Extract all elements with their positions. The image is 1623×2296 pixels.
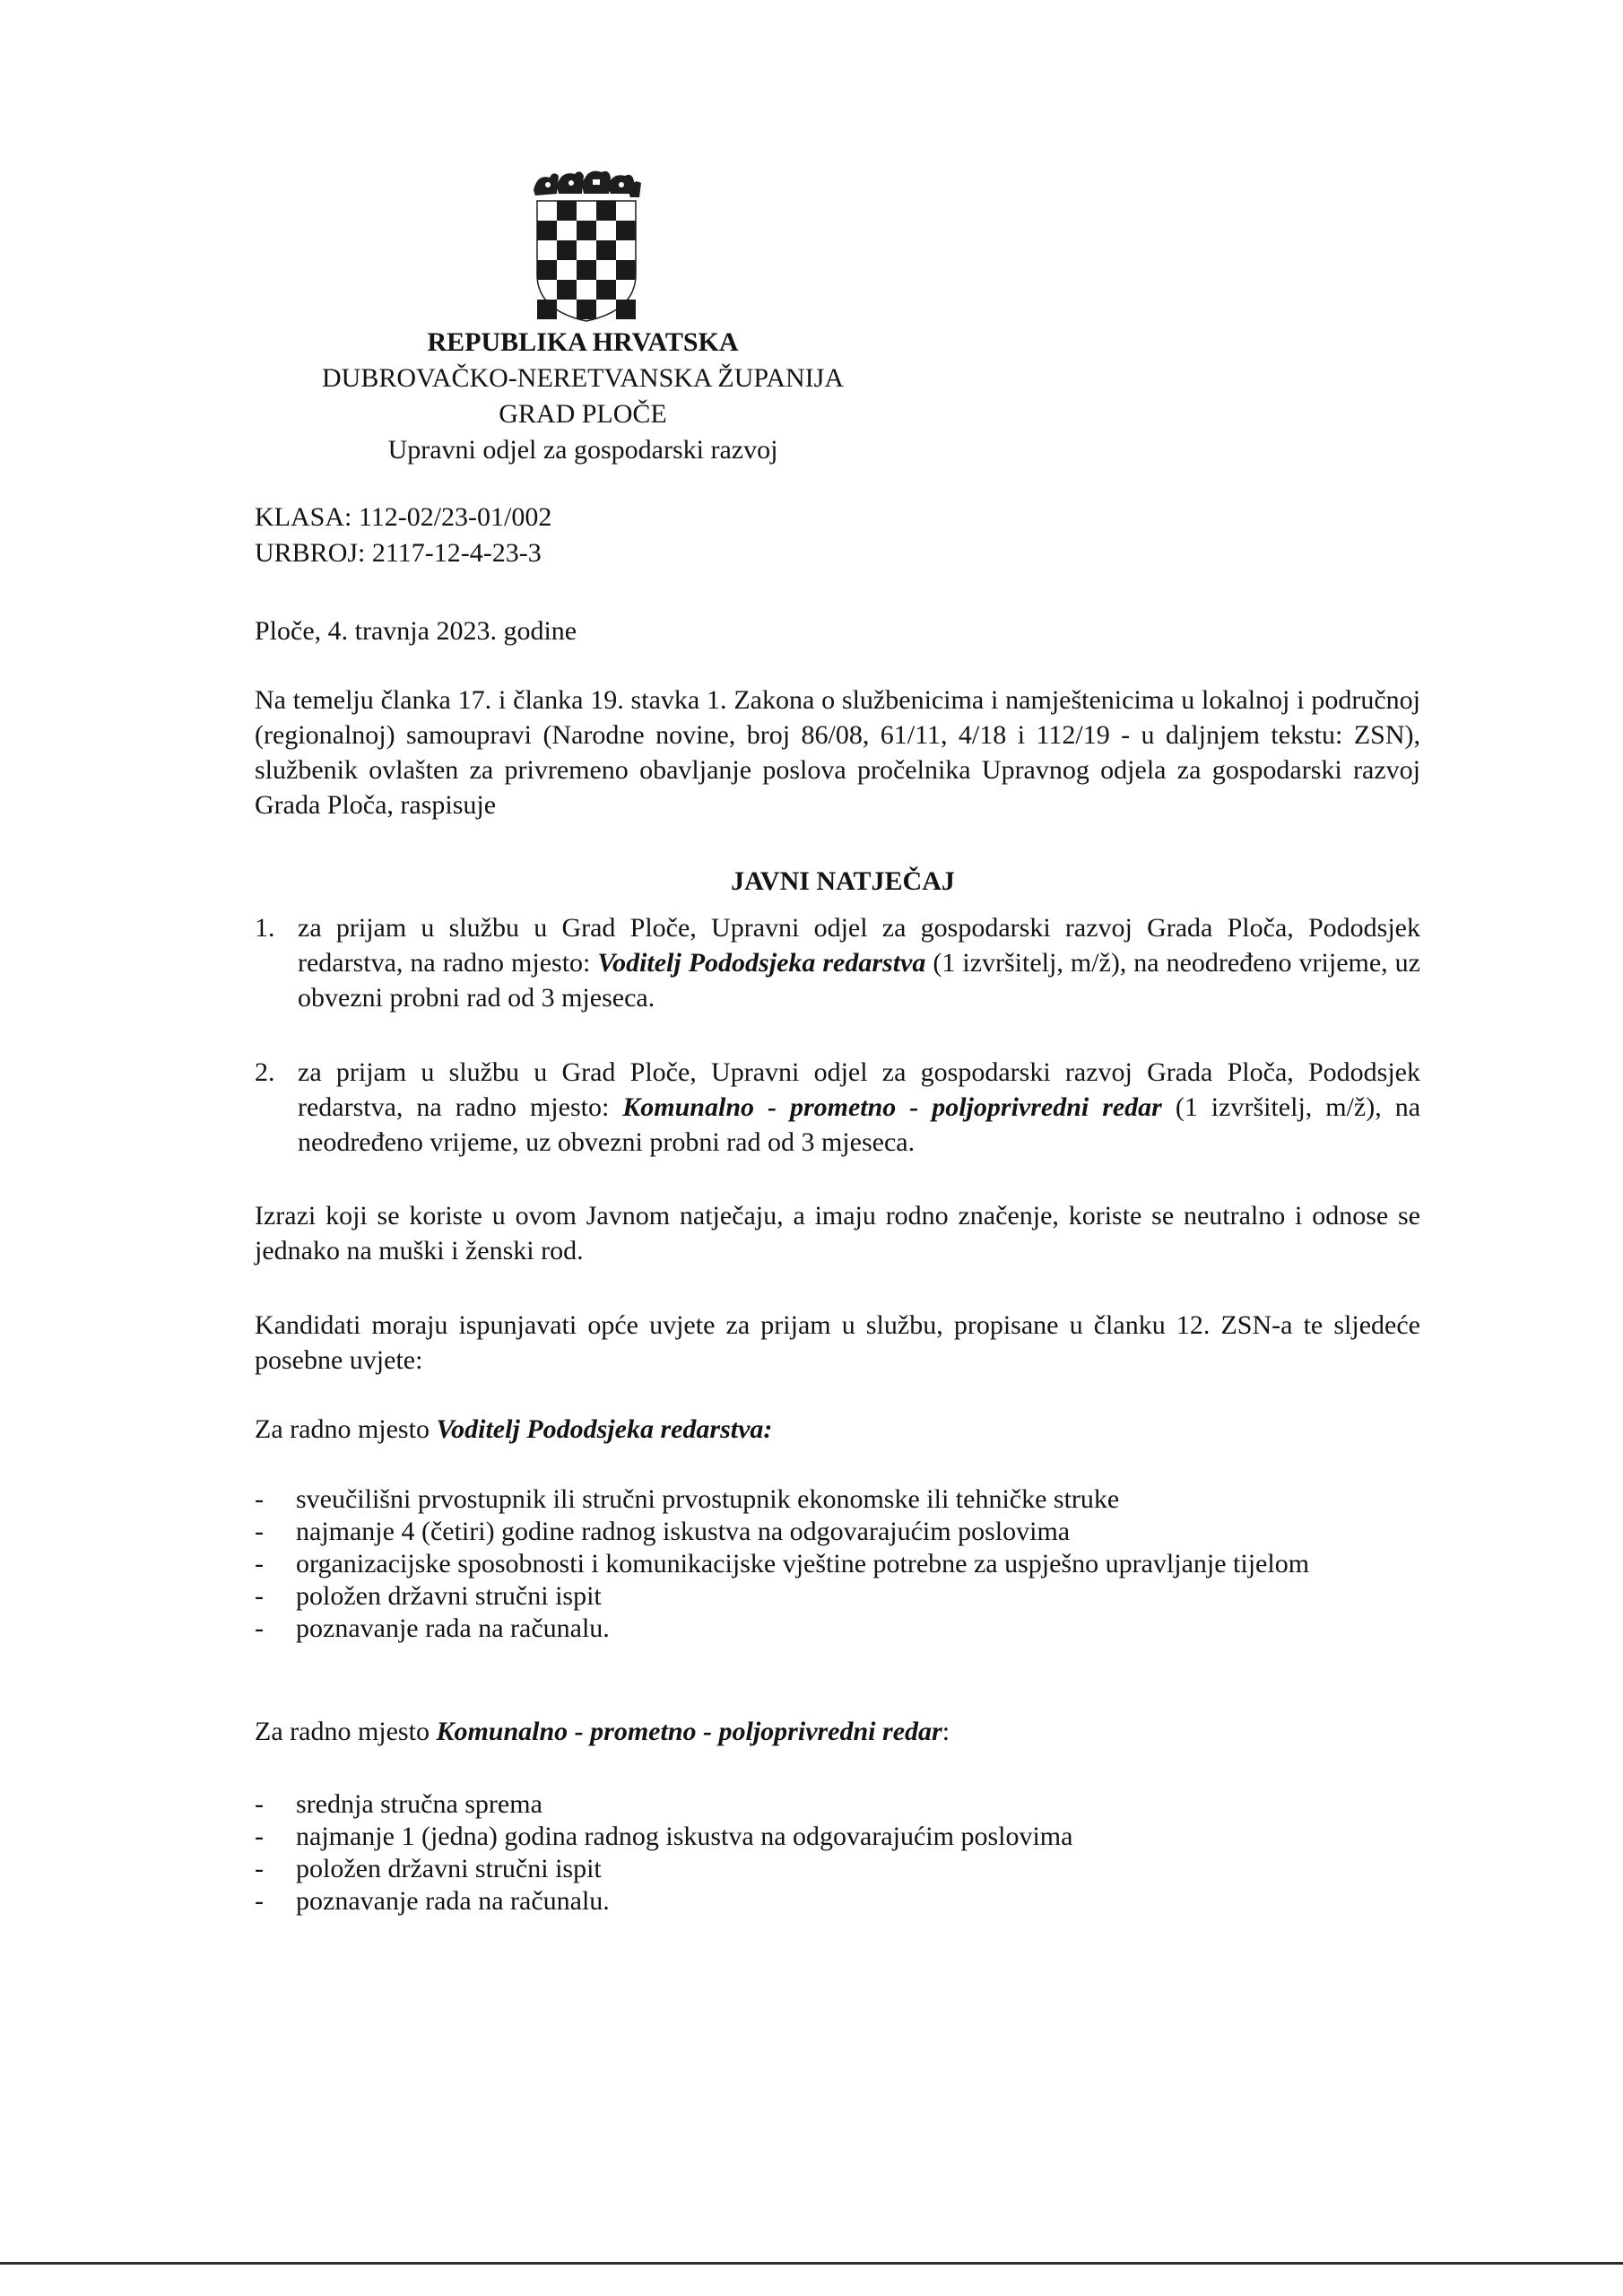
list-item-text: srednja stručna sprema	[296, 1789, 542, 1819]
position-role: Komunalno - prometno - poljoprivredni redar	[622, 1092, 1162, 1122]
intro-paragraph: Na temelju članka 17. i članka 19. stavka 1. Zakona o službenicima i namještenicima u lokalnoj i područnoj (regionalnoj) samoupravi (Narodne novine, broj 86/08, 61/11, 4/18 i 112/19 - u daljnjem tekstu: ZSN), službenik ovlašten za privremeno obavljanje poslova pročelnika Upravnog odjela za gospodarski razvoj Grada Ploča, raspisuje	[255, 685, 1420, 820]
requirements-heading-prefix: Za radno mjesto	[255, 1717, 437, 1746]
requirements-heading-suffix: :	[942, 1717, 950, 1746]
bullet-dash: -	[255, 1581, 264, 1611]
position-text-start: za prijam u službu u Grad Ploče, Upravni odjel za gospodarski razvoj Grada Ploča, Pododsjek redarstva, na radno mjesto:	[298, 913, 1420, 978]
date-line: Ploče, 4. travnja 2023. godine	[255, 616, 577, 646]
position-text	[298, 1055, 1420, 1160]
list-item	[255, 1853, 1420, 1885]
gender-note-paragraph: Izrazi koji se koriste u ovom Javnom natječaju, a imaju rodno značenje, koriste se neutralno i odnose se jednako na muški i ženski rod.	[255, 1201, 1420, 1265]
document-title: JAVNI NATJEČAJ	[731, 866, 955, 896]
requirements-heading-prefix: Za radno mjesto	[255, 1414, 437, 1444]
position-item	[255, 1055, 1420, 1160]
scan-edge-line	[0, 2262, 1623, 2265]
reference-numbers	[255, 500, 551, 571]
list-item-text: poznavanje rada na računalu.	[296, 1886, 610, 1916]
list-item-text: organizacijske sposobnosti i komunikacijske vještine potrebne za uspješno upravljanje tijelom	[296, 1549, 1310, 1578]
list-item	[255, 1885, 1420, 1918]
list-item	[255, 1613, 1420, 1645]
coat-of-arms-icon	[528, 167, 645, 325]
requirements-role: Voditelj Pododsjeka redarstva:	[436, 1414, 773, 1444]
position-text-start: za prijam u službu u Grad Ploče, Upravni odjel za gospodarski razvoj Grada Ploča, Pododsjek redarstva, na radno mjesto:	[298, 1057, 1420, 1122]
position-number: 2.	[255, 1057, 275, 1087]
requirements-heading	[255, 1714, 1420, 1749]
requirements-list	[255, 1788, 1420, 1918]
requirements-list	[255, 1483, 1420, 1645]
klasa-line: KLASA: 112-02/23-01/002	[255, 502, 552, 532]
position-text	[298, 910, 1420, 1015]
list-item-text: položen državni stručni ispit	[296, 1581, 602, 1611]
position-number: 1.	[255, 913, 275, 943]
list-item-text: položen državni stručni ispit	[296, 1854, 602, 1883]
urbroj-line: URBROJ: 2117-12-4-23-3	[255, 538, 542, 568]
bullet-dash: -	[255, 1886, 264, 1916]
list-item	[255, 1483, 1420, 1516]
list-item	[255, 1821, 1420, 1853]
list-item-text: sveučilišni prvostupnik ili stručni prvostupnik ekonomske ili tehničke struke	[296, 1484, 1120, 1514]
county-name: DUBROVAČKO-NERETVANSKA ŽUPANIJA	[321, 363, 845, 393]
bullet-dash: -	[255, 1613, 264, 1643]
requirements-heading	[255, 1412, 1420, 1447]
list-item-text: najmanje 4 (četiri) godine radnog iskustva na odgovarajućim poslovima	[296, 1517, 1071, 1546]
bullet-dash: -	[255, 1789, 264, 1819]
city-name: GRAD PLOČE	[499, 399, 667, 429]
bullet-dash: -	[255, 1822, 264, 1851]
conditions-intro-paragraph: Kandidati moraju ispunjavati opće uvjete za prijam u službu, propisane u članku 12. ZSN-a te sljedeće posebne uvjete:	[255, 1310, 1420, 1375]
list-item	[255, 1548, 1420, 1580]
list-item	[255, 1580, 1420, 1613]
bullet-dash: -	[255, 1854, 264, 1883]
department-name: Upravni odjel za gospodarski razvoj	[387, 435, 778, 465]
requirements-role: Komunalno - prometno - poljoprivredni redar	[436, 1717, 942, 1746]
letterhead	[269, 325, 897, 468]
bullet-dash: -	[255, 1484, 264, 1514]
position-text-end: (1 izvršitelj, m/ž), na neodređeno vrijeme, uz obvezni probni rad od 3 mjeseca.	[298, 1092, 1421, 1157]
list-item-text: poznavanje rada na računalu.	[296, 1613, 610, 1643]
list-item	[255, 1516, 1420, 1548]
position-text-end: (1 izvršitelj, m/ž), na neodređeno vrijeme, uz obvezni probni rad od 3 mjeseca.	[298, 948, 1420, 1013]
country-name: REPUBLIKA HRVATSKA	[427, 327, 739, 357]
bullet-dash: -	[255, 1549, 264, 1578]
list-item	[255, 1788, 1420, 1821]
position-item	[255, 910, 1420, 1015]
bullet-dash: -	[255, 1517, 264, 1546]
position-role: Voditelj Pododsjeka redarstva	[597, 948, 926, 978]
list-item-text: najmanje 1 (jedna) godina radnog iskustva na odgovarajućim poslovima	[296, 1822, 1073, 1851]
